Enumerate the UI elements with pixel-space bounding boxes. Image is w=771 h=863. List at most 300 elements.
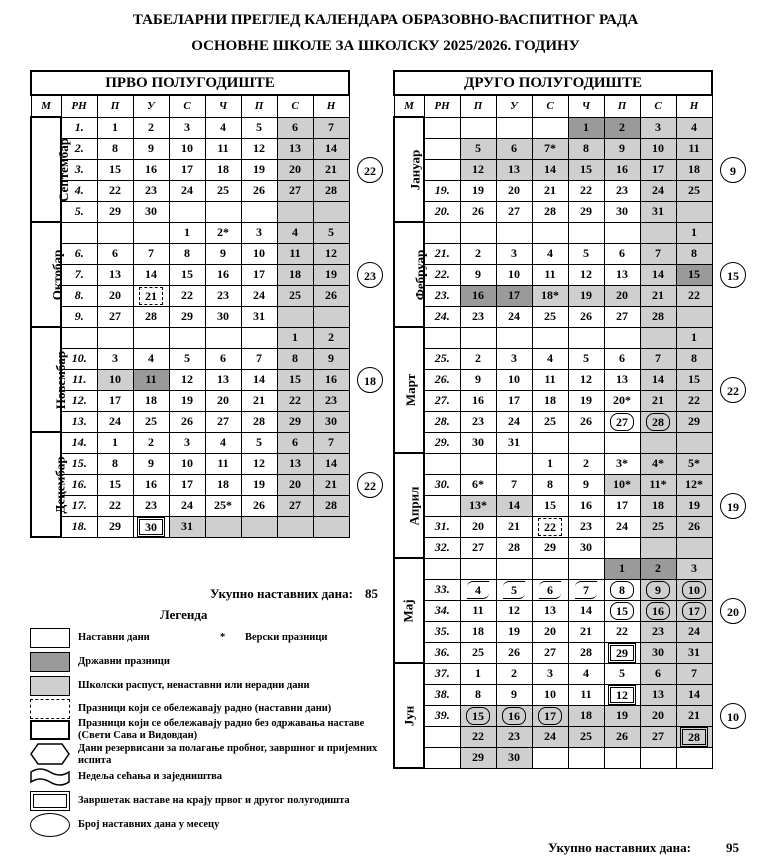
day-cell: 2 — [133, 117, 169, 138]
week-row — [31, 474, 349, 495]
day-cell — [460, 579, 496, 600]
legend-swatch-no-class-holiday — [30, 720, 70, 740]
day-cell: 13 — [496, 159, 532, 180]
week-row — [394, 180, 712, 201]
day-cell: 23 — [496, 726, 532, 747]
week-row — [394, 306, 712, 327]
day-cell: 16 — [133, 159, 169, 180]
legend-text-religious: Верски празници — [245, 632, 328, 643]
day-cell: 1 — [169, 222, 205, 243]
week-row — [31, 348, 349, 369]
day-cell: 28 — [133, 306, 169, 327]
day-cell: 17 — [169, 159, 205, 180]
day-cell: 7 — [676, 663, 712, 684]
day-cell — [169, 201, 205, 222]
day-cell: 27 — [205, 411, 241, 432]
day-cell — [676, 306, 712, 327]
week-row — [394, 201, 712, 222]
day-cell: 14 — [568, 600, 604, 621]
day-cell — [277, 201, 313, 222]
day-cell: 26 — [496, 642, 532, 663]
day-cell: 18* — [532, 285, 568, 306]
week-row — [394, 222, 712, 243]
day-cell — [640, 579, 676, 600]
week-row — [394, 453, 712, 474]
day-cell: 3 — [496, 348, 532, 369]
week-row — [31, 453, 349, 474]
week-number: 15. — [61, 453, 97, 474]
month-label: Фебруар — [412, 249, 428, 300]
day-cell: 18 — [640, 495, 676, 516]
day-marker-hex: 8 — [610, 581, 634, 599]
day-cell: 27 — [604, 306, 640, 327]
day-cell: 27 — [277, 180, 313, 201]
day-marker-hex: 27 — [610, 413, 634, 431]
day-cell: 9 — [313, 348, 349, 369]
week-row — [31, 117, 349, 138]
day-cell: 11 — [676, 138, 712, 159]
month-label: Новембар — [53, 350, 69, 409]
week-number — [424, 726, 460, 747]
day-cell: 25 — [532, 411, 568, 432]
week-row — [31, 222, 349, 243]
day-cell: 22 — [460, 726, 496, 747]
day-cell: 22 — [568, 180, 604, 201]
day-cell: 10 — [496, 264, 532, 285]
day-cell: 8 — [97, 138, 133, 159]
day-cell — [676, 432, 712, 453]
day-cell: 7 — [496, 474, 532, 495]
day-cell: 14 — [241, 369, 277, 390]
day-cell: 22 — [604, 621, 640, 642]
week-row — [394, 243, 712, 264]
day-cell — [97, 327, 133, 348]
day-cell: 21 — [496, 516, 532, 537]
week-row — [31, 243, 349, 264]
week-number: 34. — [424, 600, 460, 621]
day-cell — [604, 222, 640, 243]
day-marker-wave: 5 — [503, 581, 525, 599]
day-cell: 26 — [676, 516, 712, 537]
day-cell: 30 — [133, 201, 169, 222]
day-cell: 19 — [460, 180, 496, 201]
day-cell: 3 — [676, 558, 712, 579]
day-cell — [604, 411, 640, 432]
week-number: 14. — [61, 432, 97, 453]
day-cell: 26 — [313, 285, 349, 306]
legend-swatch-state-holiday — [30, 652, 70, 672]
day-marker-wave: 4 — [467, 581, 489, 599]
week-number: 4. — [61, 180, 97, 201]
legend-text-teaching: Наставни дани — [78, 632, 150, 643]
day-cell: 2 — [568, 453, 604, 474]
week-number: 6. — [61, 243, 97, 264]
week-number: 22. — [424, 264, 460, 285]
day-cell: 5 — [568, 243, 604, 264]
week-number: 17. — [61, 495, 97, 516]
day-cell: 5 — [313, 222, 349, 243]
day-cell: 20* — [604, 390, 640, 411]
month-label: Октобар — [49, 249, 65, 300]
day-cell: 13 — [604, 264, 640, 285]
day-cell: 1 — [604, 558, 640, 579]
week-number: 7. — [61, 264, 97, 285]
day-cell — [532, 117, 568, 138]
day-cell: 7 — [313, 432, 349, 453]
day-cell: 18 — [133, 390, 169, 411]
day-cell: 19 — [496, 621, 532, 642]
day-cell — [460, 327, 496, 348]
week-number: 37. — [424, 663, 460, 684]
day-cell: 18 — [460, 621, 496, 642]
month-cell — [31, 117, 72, 222]
day-cell: 11* — [640, 474, 676, 495]
day-cell: 24 — [496, 306, 532, 327]
week-row — [31, 327, 349, 348]
day-cell: 10 — [496, 369, 532, 390]
week-row — [394, 621, 712, 642]
day-cell: 16 — [460, 285, 496, 306]
day-cell: 11 — [277, 243, 313, 264]
first-total-label: Укупно наставних дана: — [210, 586, 353, 601]
day-cell — [532, 432, 568, 453]
day-cell: 5 — [604, 663, 640, 684]
week-row — [31, 180, 349, 201]
day-cell: 1 — [532, 453, 568, 474]
month-day-count: 19 — [720, 493, 746, 519]
day-cell: 3 — [532, 663, 568, 684]
day-cell: 31 — [496, 432, 532, 453]
week-number: 2. — [61, 138, 97, 159]
week-number: 9. — [61, 306, 97, 327]
day-cell: 15 — [676, 264, 712, 285]
week-row — [31, 432, 349, 453]
day-cell: 10 — [169, 453, 205, 474]
week-row — [394, 495, 712, 516]
day-cell — [676, 747, 712, 768]
day-cell: 11 — [205, 138, 241, 159]
day-cell: 2* — [205, 222, 241, 243]
day-cell: 13 — [97, 264, 133, 285]
day-marker-hex: 9 — [646, 581, 670, 599]
week-number: 25. — [424, 348, 460, 369]
day-cell: 3* — [604, 453, 640, 474]
day-cell — [568, 327, 604, 348]
day-cell: 13* — [460, 495, 496, 516]
day-cell: 27 — [460, 537, 496, 558]
day-cell: 28 — [241, 411, 277, 432]
day-cell: 26 — [241, 180, 277, 201]
day-cell — [676, 600, 712, 621]
week-row — [394, 285, 712, 306]
day-cell: 6 — [604, 243, 640, 264]
week-number: 10. — [61, 348, 97, 369]
day-cell: 6 — [205, 348, 241, 369]
day-cell: 12 — [313, 243, 349, 264]
day-marker-dash: 21 — [139, 287, 163, 305]
day-cell: 2 — [313, 327, 349, 348]
legend-text-no-class-holiday: Празници који се обележавају радно без одржавања наставе (Свети Сава и Видовдан) — [78, 718, 365, 741]
day-cell: 22 — [169, 285, 205, 306]
day-cell: 11 — [205, 453, 241, 474]
week-number — [61, 222, 97, 243]
day-cell: 25 — [205, 180, 241, 201]
day-cell: 9 — [460, 264, 496, 285]
day-cell: 24 — [532, 726, 568, 747]
day-cell: 20 — [277, 159, 313, 180]
day-cell: 30 — [496, 747, 532, 768]
doc-title-line1: ТАБЕЛАРНИ ПРЕГЛЕД КАЛЕНДАРА ОБРАЗОВНО-ВАСПИТНОГ РАДА — [132, 12, 639, 28]
day-cell: 23 — [133, 180, 169, 201]
week-row — [394, 705, 712, 726]
day-cell: 19 — [568, 285, 604, 306]
day-cell: 5 — [241, 432, 277, 453]
week-number: 13. — [61, 411, 97, 432]
week-row — [394, 138, 712, 159]
day-cell: 13 — [277, 453, 313, 474]
day-cell: 2 — [460, 243, 496, 264]
day-cell: 17 — [640, 159, 676, 180]
day-cell — [133, 327, 169, 348]
day-cell — [496, 558, 532, 579]
day-cell — [568, 558, 604, 579]
column-header: У — [133, 95, 169, 117]
week-number: 27. — [424, 390, 460, 411]
day-cell: 29 — [97, 201, 133, 222]
day-cell: 10 — [241, 243, 277, 264]
day-cell: 22 — [97, 495, 133, 516]
day-cell: 7 — [640, 348, 676, 369]
week-number — [424, 747, 460, 768]
day-cell: 23 — [205, 285, 241, 306]
day-cell: 14 — [133, 264, 169, 285]
column-header: П — [241, 95, 277, 117]
column-header: РН — [61, 95, 97, 117]
day-cell: 12* — [676, 474, 712, 495]
day-marker-hex: 17 — [538, 707, 562, 725]
day-cell — [640, 222, 676, 243]
day-cell: 30 — [205, 306, 241, 327]
day-cell: 19 — [241, 159, 277, 180]
week-row — [394, 642, 712, 663]
hexagon-icon — [30, 743, 70, 765]
day-cell: 17 — [604, 495, 640, 516]
day-cell: 8 — [277, 348, 313, 369]
day-cell: 6 — [604, 348, 640, 369]
day-cell — [133, 285, 169, 306]
day-cell: 26 — [568, 306, 604, 327]
day-cell — [313, 306, 349, 327]
day-cell — [205, 201, 241, 222]
day-cell: 7 — [133, 243, 169, 264]
month-label: Јун — [401, 705, 416, 726]
week-row — [31, 411, 349, 432]
week-row — [394, 411, 712, 432]
day-cell: 28 — [640, 306, 676, 327]
column-header: П — [97, 95, 133, 117]
week-number: 11. — [61, 369, 97, 390]
day-cell: 17 — [496, 285, 532, 306]
day-cell: 3 — [169, 117, 205, 138]
column-header: П — [460, 95, 496, 117]
day-cell: 14 — [640, 264, 676, 285]
day-cell: 8 — [568, 138, 604, 159]
week-number: 23. — [424, 285, 460, 306]
day-cell: 22 — [676, 285, 712, 306]
week-number — [424, 327, 460, 348]
day-cell: 18 — [532, 390, 568, 411]
day-cell: 15 — [97, 159, 133, 180]
day-cell — [496, 705, 532, 726]
day-cell — [604, 684, 640, 705]
week-number: 29. — [424, 432, 460, 453]
week-number — [424, 495, 460, 516]
month-cell — [31, 327, 69, 432]
week-row — [31, 390, 349, 411]
month-cell — [394, 453, 424, 558]
day-cell: 8 — [532, 474, 568, 495]
legend-swatch-working-holiday — [30, 699, 70, 719]
day-marker-dbl: 29 — [608, 643, 636, 663]
week-row — [31, 285, 349, 306]
legend-text-exam-days: Дани резервисани за полагање пробног, завршног и пријемних испита — [78, 743, 378, 766]
day-cell — [169, 327, 205, 348]
day-cell: 6 — [496, 138, 532, 159]
day-cell: 25* — [205, 495, 241, 516]
week-row — [31, 369, 349, 390]
column-header: С — [532, 95, 568, 117]
day-cell: 4 — [676, 117, 712, 138]
day-cell — [640, 537, 676, 558]
day-cell — [532, 705, 568, 726]
day-cell — [640, 600, 676, 621]
day-cell: 30 — [460, 432, 496, 453]
day-cell: 11 — [460, 600, 496, 621]
day-cell: 6 — [277, 117, 313, 138]
day-cell: 14 — [313, 453, 349, 474]
week-number: 8. — [61, 285, 97, 306]
day-cell: 14 — [532, 159, 568, 180]
day-cell: 6 — [97, 243, 133, 264]
day-cell: 13 — [277, 138, 313, 159]
day-cell: 25 — [460, 642, 496, 663]
week-row — [394, 600, 712, 621]
month-label: Децембар — [52, 455, 68, 514]
day-cell: 1 — [97, 117, 133, 138]
day-cell — [460, 222, 496, 243]
day-cell — [568, 222, 604, 243]
first-semester-table — [30, 70, 350, 538]
day-cell: 28 — [496, 537, 532, 558]
week-number — [424, 138, 460, 159]
legend-swatch-break — [30, 676, 70, 696]
wave-icon — [30, 766, 70, 788]
day-cell: 18 — [568, 705, 604, 726]
day-cell: 31 — [640, 201, 676, 222]
day-cell: 20 — [640, 705, 676, 726]
day-cell: 4 — [532, 243, 568, 264]
month-day-count: 22 — [720, 377, 746, 403]
legend-text-state-holiday: Државни празници — [78, 656, 170, 667]
day-cell — [133, 222, 169, 243]
week-row — [394, 432, 712, 453]
week-row — [31, 516, 349, 537]
day-cell: 20 — [532, 621, 568, 642]
day-cell — [676, 201, 712, 222]
column-header: Н — [676, 95, 712, 117]
day-cell — [277, 516, 313, 537]
day-cell — [604, 537, 640, 558]
month-day-count: 22 — [357, 472, 383, 498]
day-cell: 21 — [313, 474, 349, 495]
day-cell — [640, 411, 676, 432]
day-cell: 8 — [460, 684, 496, 705]
month-cell — [394, 222, 428, 327]
week-number: 32. — [424, 537, 460, 558]
day-cell: 16 — [604, 159, 640, 180]
day-cell — [313, 516, 349, 537]
day-cell: 9 — [604, 138, 640, 159]
week-number: 16. — [61, 474, 97, 495]
day-cell: 25 — [133, 411, 169, 432]
day-cell: 27 — [97, 306, 133, 327]
day-cell: 29 — [277, 411, 313, 432]
day-cell: 4 — [532, 348, 568, 369]
day-cell: 17 — [97, 390, 133, 411]
month-day-count: 23 — [357, 262, 383, 288]
day-cell — [460, 705, 496, 726]
day-cell: 26 — [568, 411, 604, 432]
day-cell: 24 — [676, 621, 712, 642]
month-cell — [394, 558, 424, 663]
day-cell: 12 — [241, 453, 277, 474]
day-cell: 5 — [169, 348, 205, 369]
day-cell: 14 — [640, 369, 676, 390]
second-total-value: 95 — [726, 840, 739, 855]
day-marker-dbl: 30 — [137, 517, 165, 537]
day-cell — [568, 432, 604, 453]
day-cell: 3 — [640, 117, 676, 138]
day-cell: 9 — [496, 684, 532, 705]
second-semester-table — [393, 70, 713, 769]
month-label: Јануар — [407, 149, 423, 190]
column-header: С — [169, 95, 205, 117]
day-cell: 7* — [532, 138, 568, 159]
week-number: 12. — [61, 390, 97, 411]
day-cell: 17 — [496, 390, 532, 411]
day-cell — [604, 327, 640, 348]
day-cell — [496, 327, 532, 348]
day-marker-dash: 22 — [538, 518, 562, 536]
month-label: Април — [406, 486, 422, 525]
week-number: 39. — [424, 705, 460, 726]
day-cell: 23 — [460, 411, 496, 432]
day-cell: 31 — [241, 306, 277, 327]
week-number — [424, 159, 460, 180]
day-cell: 28 — [313, 495, 349, 516]
day-cell — [604, 600, 640, 621]
week-row — [31, 201, 349, 222]
day-cell: 30 — [604, 201, 640, 222]
week-number: 35. — [424, 621, 460, 642]
week-row — [394, 327, 712, 348]
day-cell: 21 — [568, 621, 604, 642]
day-cell: 1 — [277, 327, 313, 348]
legend-swatch-teaching — [30, 628, 70, 648]
week-row — [31, 306, 349, 327]
day-cell — [241, 327, 277, 348]
day-cell: 26 — [241, 495, 277, 516]
